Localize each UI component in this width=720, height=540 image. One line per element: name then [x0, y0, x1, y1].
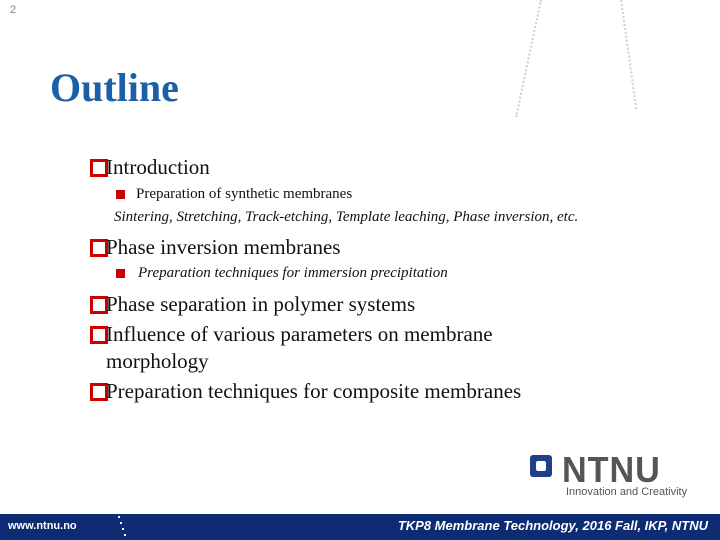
bullet-text: Introduction [106, 155, 210, 179]
bullet-text-line1: Influence of various parameters on membrane [106, 322, 493, 346]
sub-bullet-text: Preparation techniques for immersion precipitation [138, 265, 448, 281]
decorative-dot [120, 522, 122, 524]
footer-bar [0, 514, 720, 540]
page-title: Outline [50, 65, 179, 110]
decorative-dot [124, 534, 126, 536]
footer-course: TKP8 Membrane Technology, 2016 Fall, IKP, NTNU [397, 518, 708, 533]
sub-bullet-text: Preparation of synthetic membranes [136, 186, 353, 202]
decorative-dotted-line [620, 0, 639, 109]
bullet-text: Phase inversion membranes [106, 235, 341, 259]
decorative-dot [118, 516, 120, 518]
decorative-dot [122, 528, 124, 530]
bullet-text: Preparation techniques for composite membranes [106, 379, 522, 403]
footer-url[interactable]: www.ntnu.no [8, 520, 77, 532]
ntnu-logo-icon [530, 455, 552, 477]
slide-number: 2 [10, 4, 17, 16]
bullet-text: Phase separation in polymer systems [106, 292, 416, 316]
sub-bullet-square-icon [116, 269, 125, 278]
decorative-dotted-line [515, 0, 544, 118]
sub-bullet-square-icon [116, 190, 125, 199]
ntnu-tagline: Innovation and Creativity [566, 486, 688, 498]
note-methods: Sintering, Stretching, Track-etching, Template leaching, Phase inversion, etc. [114, 209, 579, 225]
ntnu-logo-text: NTNU [562, 449, 661, 490]
bullet-text-line2: morphology [106, 349, 209, 373]
